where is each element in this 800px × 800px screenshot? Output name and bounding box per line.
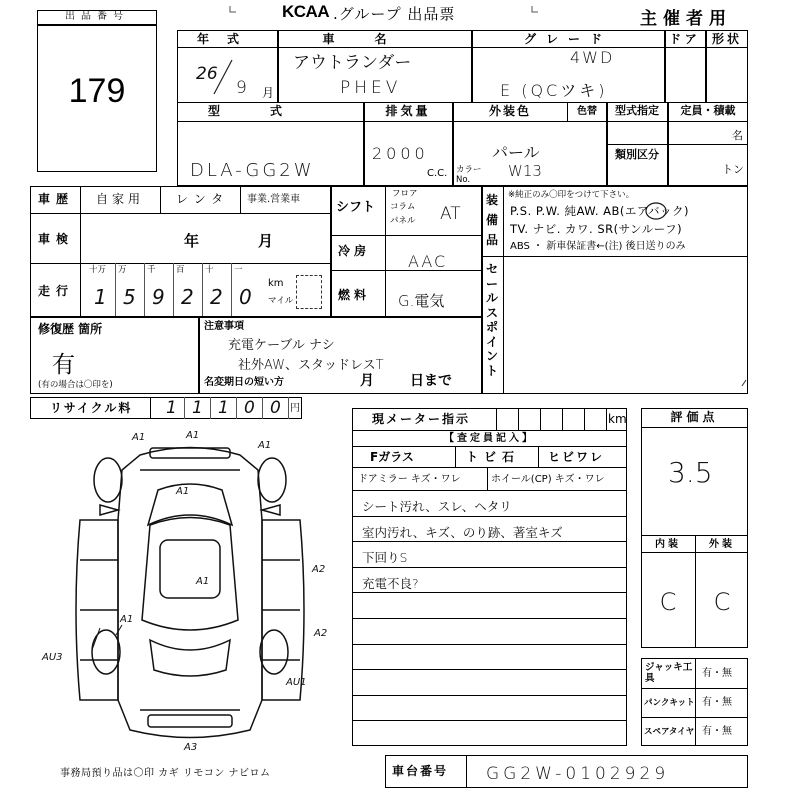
- door-label: ドア: [669, 32, 701, 46]
- history-rental[interactable]: レンタ: [176, 192, 230, 206]
- interior-value: C: [659, 588, 677, 616]
- inspector-comment: シート汚れ、スレ、ヘタリ: [362, 499, 512, 514]
- inspector-comment: 下回りS: [362, 550, 408, 565]
- mileage-digit-label: 十: [205, 265, 214, 275]
- shift-value: AT: [440, 204, 461, 224]
- capacity-label: 定員・積載: [680, 104, 736, 117]
- equipment-line1: P.S. P.W. 純AW. AB(エアバック): [510, 204, 689, 218]
- model-value: DLA-GG2W: [190, 160, 315, 181]
- recycle-unit: 円: [290, 403, 300, 414]
- damage-mark-11: A3: [184, 742, 198, 753]
- damage-mark-2: A1: [186, 430, 200, 441]
- repair-value: 有: [52, 352, 75, 378]
- organizer-label: 主催者用: [640, 9, 732, 29]
- comment-rule: [352, 567, 627, 568]
- mileage-digit-label: 百: [176, 265, 185, 275]
- repair-label: 修復歴 箇所: [38, 322, 103, 336]
- mileage-digit: 2: [210, 285, 223, 309]
- persons-unit: 名: [732, 129, 743, 142]
- color-change-label: 色替: [577, 106, 597, 117]
- inspector-comment: 室内汚れ、キズ、のり跡、著室キズ: [362, 525, 563, 540]
- shift-floor[interactable]: フロア: [392, 189, 418, 199]
- equipment-line2: TV. ナビ. カワ. SR(サンルーフ): [510, 222, 683, 236]
- color-no-label: カラーNo.: [456, 165, 482, 185]
- class-label: 類別区分: [615, 148, 659, 161]
- deadline-label: 名変期日の短い方: [204, 377, 284, 388]
- deadline-month: 月: [360, 373, 374, 389]
- mileage-digit-label: 万: [118, 265, 127, 275]
- mileage-digit: 1: [94, 285, 107, 309]
- color-value: パール: [492, 143, 540, 162]
- equipment-note: ※純正のみ〇印をつけて下さい。: [508, 190, 635, 200]
- mileage-km-label: km: [268, 278, 284, 289]
- crack-label: ヒビワレ: [548, 450, 605, 464]
- lot-number-value: 179: [68, 72, 126, 110]
- puncture-label: パンクキット: [644, 698, 695, 708]
- month-value: 9: [236, 78, 247, 98]
- recycle-digit: 1: [166, 398, 177, 418]
- glass-label: Fガラス: [370, 450, 414, 464]
- body-shape-label: 形状: [711, 32, 742, 46]
- comment-rule: [352, 618, 627, 619]
- recycle-digit: 1: [218, 398, 229, 418]
- mileage-label: 走行: [38, 284, 75, 298]
- chassis-label: 車台番号: [392, 764, 449, 778]
- shift-label: シフト: [336, 200, 376, 215]
- month-unit: 月: [262, 86, 275, 100]
- car-name-line1: アウトランダー: [293, 53, 412, 73]
- spare-label: スペアタイヤ: [644, 727, 695, 737]
- damage-mark-1: A1: [132, 432, 146, 443]
- mileage-digit: 2: [181, 285, 194, 309]
- comment-rule: [352, 644, 627, 645]
- mileage-digit-label: 一: [234, 265, 243, 275]
- comment-rule: [352, 669, 627, 670]
- ton-unit: トン: [722, 163, 744, 176]
- color-no-value: W13: [508, 162, 542, 180]
- rating-value: 3.5: [668, 456, 713, 489]
- jack-option[interactable]: 有・無: [702, 668, 732, 679]
- mirror-label: ドアミラー キズ・ワレ: [358, 474, 461, 485]
- repair-note: (有の場合は〇印を): [38, 380, 113, 390]
- damage-mark-3: A1: [258, 440, 272, 451]
- deadline-day: 日まで: [410, 373, 452, 389]
- damage-mark-4: A1: [176, 486, 190, 497]
- year-value: 26: [196, 64, 218, 84]
- chip-label: トビ石: [466, 450, 521, 464]
- aircon-value: AAC: [408, 252, 448, 271]
- exterior-color-label: 外装色: [488, 104, 531, 118]
- history-label: 車歴: [38, 192, 75, 206]
- wheel-label: ホイール(CP) キズ・ワレ: [491, 474, 605, 485]
- office-note: 事務局預り品は〇印 カギ リモコン ナビロム: [60, 768, 271, 779]
- current-meter-unit: km: [608, 412, 627, 426]
- car-name-label: 車名: [322, 32, 427, 46]
- displacement-label: 排気量: [385, 104, 431, 118]
- chassis-value: GG2W-0102929: [486, 764, 670, 784]
- rating-label: 評価点: [670, 410, 719, 424]
- interior-label: 内装: [655, 539, 681, 550]
- aircon-label: 冷房: [338, 244, 371, 258]
- exterior-value: C: [713, 588, 731, 616]
- mileage-digit: 5: [123, 285, 136, 309]
- damage-mark-6: A2: [312, 564, 326, 575]
- damage-mark-7: A2: [314, 628, 328, 639]
- recycle-digit: 1: [192, 398, 203, 418]
- fuel-label: 燃料: [338, 288, 371, 302]
- cc-unit: C.C.: [427, 168, 448, 179]
- inspection-year-unit: 年: [184, 232, 200, 250]
- recycle-digit: 0: [270, 398, 281, 418]
- fuel-value: G.電気: [398, 292, 445, 310]
- comment-rule: [352, 720, 627, 721]
- damage-mark-9: AU3: [42, 652, 63, 663]
- damage-mark-10: AU1: [286, 677, 307, 688]
- comment-rule: [352, 592, 627, 593]
- recycle-label: リサイクル料: [50, 401, 133, 415]
- year-label: 年式: [196, 32, 257, 46]
- grade-label: グレード: [523, 32, 612, 46]
- shift-panel[interactable]: パネル: [390, 216, 416, 226]
- recycle-digit: 0: [244, 398, 255, 418]
- shift-column[interactable]: コラム: [390, 202, 416, 212]
- damage-mark-5: A1: [196, 576, 210, 587]
- damage-mark-8: A1: [120, 614, 134, 625]
- form-title: .グループ 出品票: [333, 5, 456, 23]
- grade-value-line1: 4WD: [570, 48, 615, 67]
- grade-value-line2: E (QCツキ): [500, 81, 608, 100]
- car-name-line2: PHEV: [340, 78, 402, 98]
- current-meter-label: 現メーター指示: [372, 412, 471, 426]
- brand-logo: KCAA: [282, 2, 330, 21]
- type-designation-label: 型式指定: [615, 104, 659, 117]
- notes-line1: 充電ケーブル ナシ: [228, 338, 335, 353]
- notes-label: 注意事項: [204, 321, 244, 332]
- model-label: 型式: [207, 104, 332, 118]
- lot-number-label: 出品番号: [65, 11, 129, 22]
- equipment-line3: ABS ・ 新車保証書←(注) 後日送りのみ: [510, 241, 686, 252]
- inspection-label: 車検: [38, 232, 75, 246]
- history-business[interactable]: 事業.営業車: [247, 194, 301, 205]
- equipment-label: 装備品: [486, 193, 499, 247]
- cc-value: 2000: [372, 144, 429, 163]
- comment-rule: [352, 541, 627, 542]
- spare-option[interactable]: 有・無: [702, 726, 732, 737]
- mileage-digit: 9: [152, 285, 165, 309]
- history-private[interactable]: 自家用: [96, 192, 145, 206]
- mileage-digit-label: 十万: [89, 265, 107, 275]
- mileage-digit-label: 千: [147, 265, 156, 275]
- notes-line2: 社外AW、スタッドレスT: [238, 358, 384, 373]
- sales-point-label: セールスポイント: [486, 262, 499, 378]
- puncture-option[interactable]: 有・無: [702, 697, 732, 708]
- inspector-header: 【査定員記入】: [444, 433, 535, 444]
- comment-rule: [352, 695, 627, 696]
- comment-rule: [352, 516, 627, 517]
- inspection-month-unit: 月: [258, 232, 274, 250]
- mileage-digit: 0: [239, 285, 252, 309]
- exterior-label: 外装: [709, 539, 735, 550]
- mileage-mile-label: マイル: [268, 296, 294, 306]
- jack-label: ジャッキ工具: [645, 662, 693, 684]
- inspector-comment: 充電不良?: [362, 576, 419, 591]
